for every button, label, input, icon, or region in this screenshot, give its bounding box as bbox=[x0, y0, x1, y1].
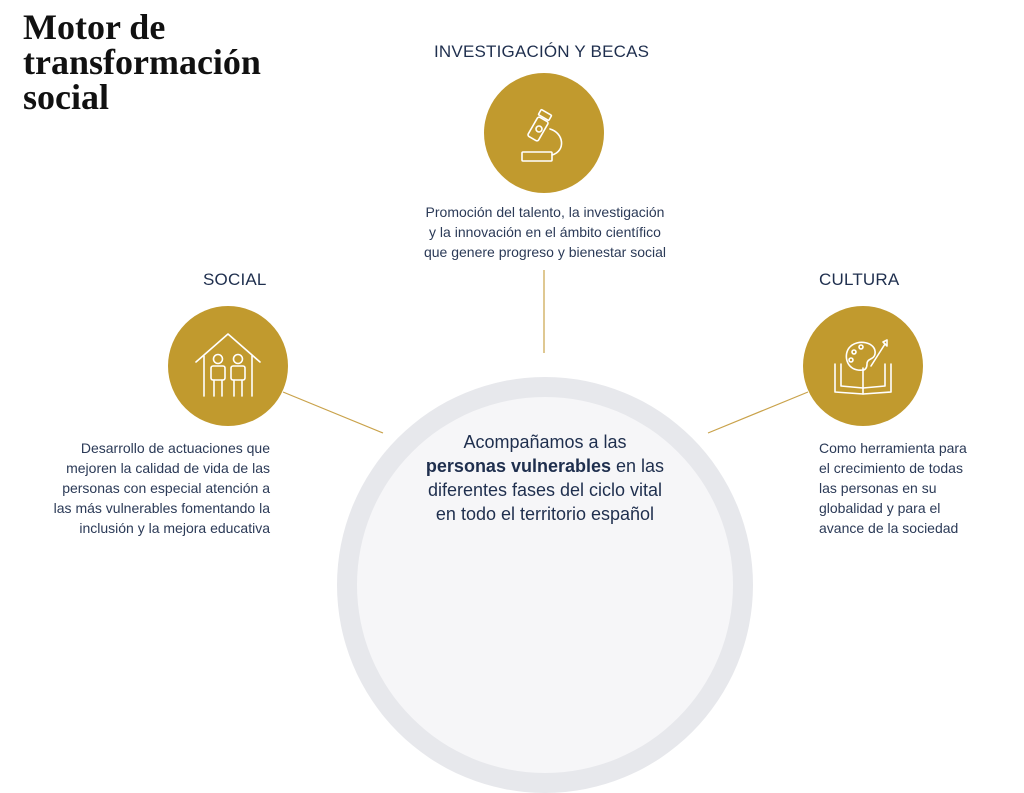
center-statement bbox=[385, 430, 705, 526]
description-line: globalidad y para el bbox=[819, 500, 941, 516]
center-emphasis: personas vulnerables bbox=[425, 456, 612, 476]
research-circle bbox=[484, 73, 604, 193]
description-line: Como herramienta para bbox=[819, 440, 967, 456]
description-line: inclusión y la mejora educativa bbox=[79, 520, 270, 536]
connector-social bbox=[283, 392, 383, 433]
center-line: en todo el territorio español bbox=[435, 504, 655, 524]
description-line: las personas en su bbox=[819, 480, 937, 496]
center-line: diferentes fases del ciclo vital bbox=[427, 480, 663, 500]
culture-circle bbox=[803, 306, 923, 426]
description-line: mejoren la calidad de vida de las bbox=[66, 460, 270, 476]
description-line: personas con especial atención a bbox=[62, 480, 270, 496]
social-heading: SOCIAL bbox=[203, 270, 267, 289]
description-line: Promoción del talento, la investigación bbox=[425, 204, 665, 220]
center-line: en las bbox=[611, 456, 665, 476]
center-line: Acompañamos a las bbox=[463, 432, 627, 452]
microscope-icon bbox=[512, 101, 576, 165]
research-description bbox=[385, 202, 705, 262]
culture-heading: CULTURA bbox=[819, 270, 900, 289]
description-line: avance de la sociedad bbox=[819, 520, 959, 536]
social-circle bbox=[168, 306, 288, 426]
description-line: las más vulnerables fomentando la bbox=[53, 500, 270, 516]
social-description bbox=[0, 438, 270, 538]
palette-book-icon bbox=[827, 330, 899, 402]
family-house-icon bbox=[190, 328, 266, 404]
culture-description bbox=[819, 438, 1019, 538]
title-line: Motor de bbox=[23, 7, 166, 47]
description-line: y la innovación en el ámbito científico bbox=[429, 224, 661, 240]
title-line: social bbox=[23, 77, 109, 117]
description-line: que genere progreso y bienestar social bbox=[423, 244, 667, 260]
title-line: transformación bbox=[23, 42, 261, 82]
description-line: Desarrollo de actuaciones que bbox=[80, 440, 270, 456]
research-heading: INVESTIGACIÓN Y BECAS bbox=[434, 42, 650, 61]
connector-culture bbox=[708, 392, 808, 433]
description-line: el crecimiento de todas bbox=[819, 460, 963, 476]
